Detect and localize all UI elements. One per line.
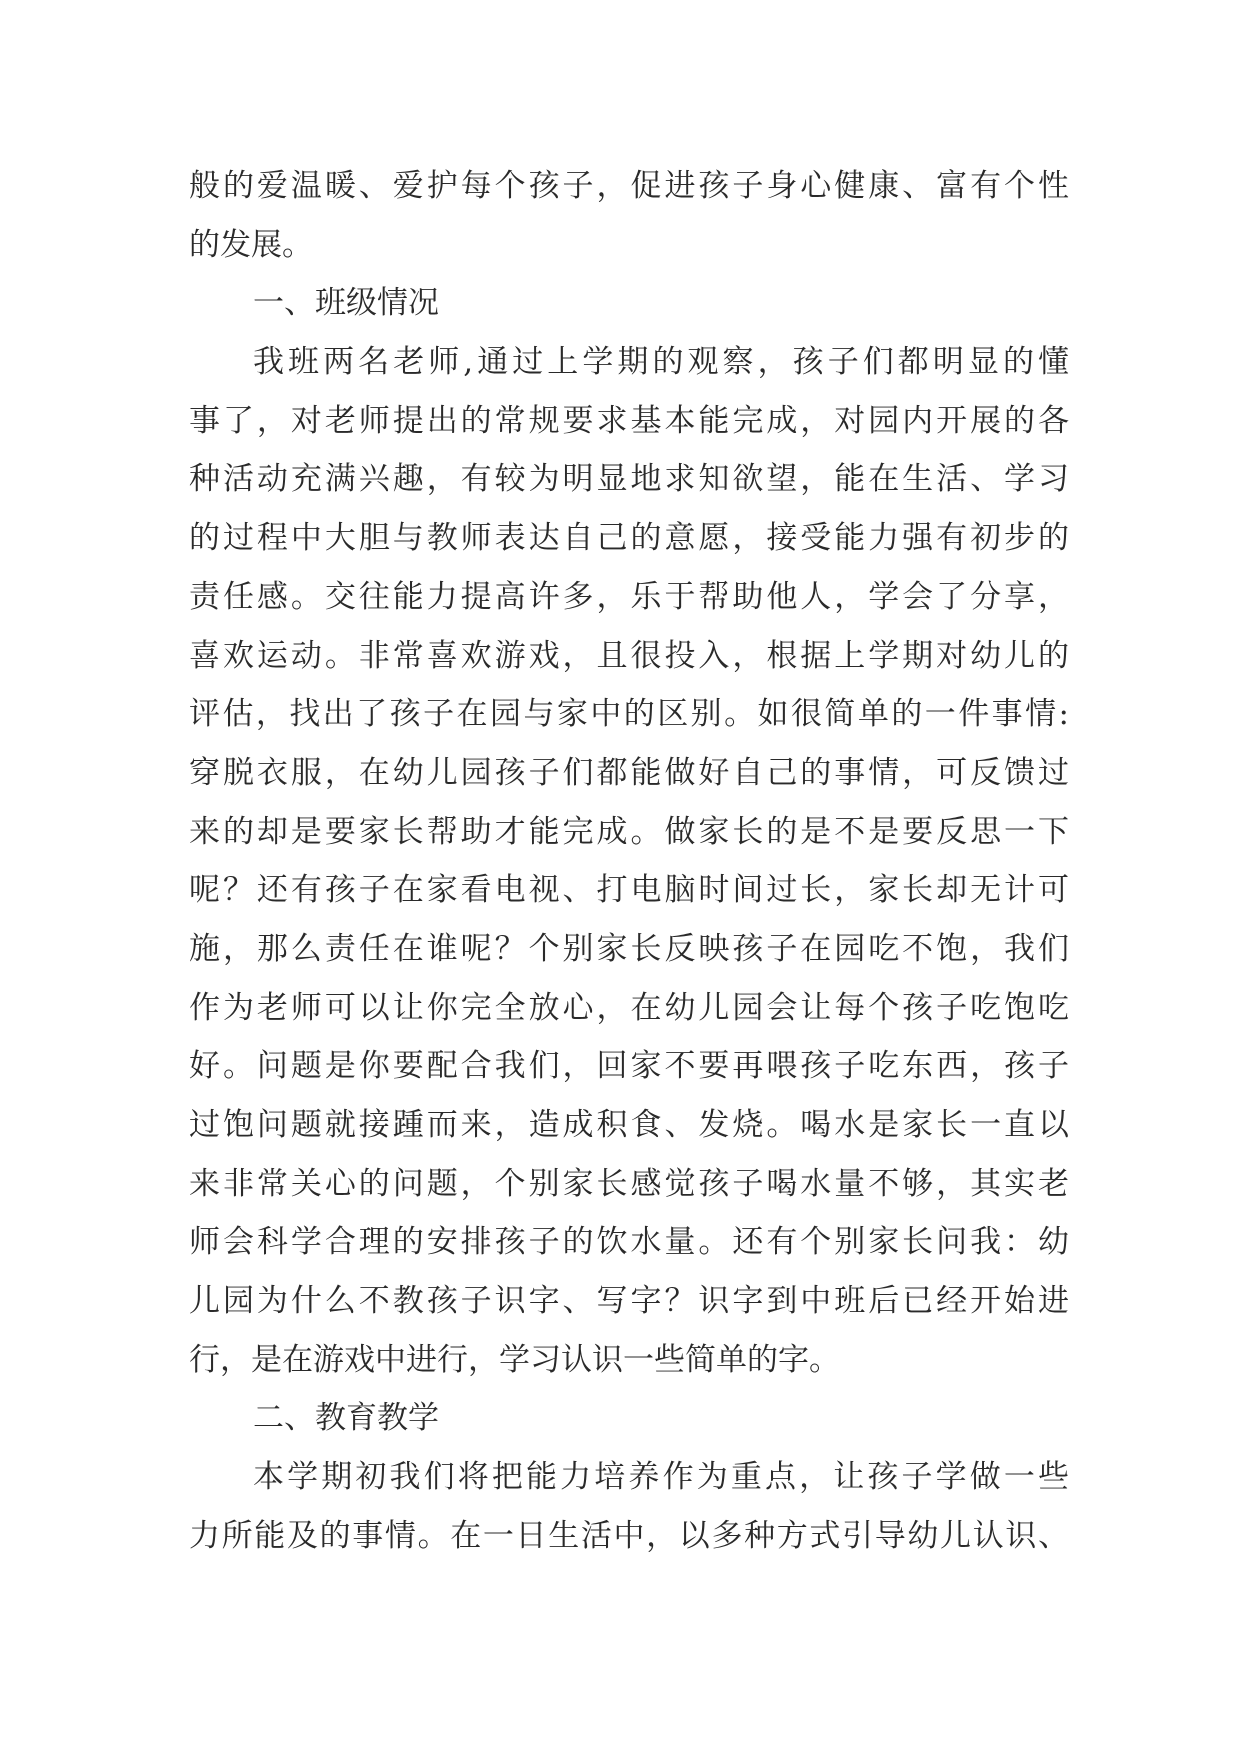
body-text (189, 157, 1069, 1566)
text-line: 来的却是要家长帮助才能完成。做家长的是不是要反思一下 (189, 813, 1069, 850)
text-line: 好。问题是你要配合我们，回家不要再喂孩子吃东西，孩子 (189, 1048, 1069, 1085)
text-line: 般的爱温暖、爱护每个孩子，促进孩子身心健康、富有个性 (189, 168, 1069, 204)
text-line: 呢？还有孩子在家看电视、打电脑时间过长，家长却无计可 (189, 872, 1069, 909)
text-line: 力所能及的事情。在一日生活中，以多种方式引导幼儿认识、 (189, 1517, 1069, 1554)
text-line: 的过程中大胆与教师表达自己的意愿，接受能力强有初步的 (189, 520, 1069, 557)
text-line: 的发展。 (189, 226, 313, 263)
text-line: 师会科学合理的安排孩子的饮水量。还有个别家长问我：幼 (189, 1224, 1069, 1261)
text-line: 儿园为什么不教孩子识字、写字？识字到中班后已经开始进 (189, 1283, 1069, 1320)
paragraph-first-line: 我班两名老师,通过上学期的观察，孩子们都明显的懂 (253, 344, 1069, 381)
text-line: 施，那么责任在谁呢？个别家长反映孩子在园吃不饱，我们 (189, 930, 1069, 967)
paragraph-first-line: 本学期初我们将把能力培养作为重点，让孩子学做一些 (253, 1459, 1069, 1496)
text-line: 作为老师可以让你完全放心，在幼儿园会让每个孩子吃饱吃 (189, 989, 1069, 1026)
text-line: 评估，找出了孩子在园与家中的区别。如很简单的一件事情: (189, 696, 1069, 733)
text-line: 过饱问题就接踵而来，造成积食、发烧。喝水是家长一直以 (189, 1107, 1069, 1143)
text-line: 穿脱衣服，在幼儿园孩子们都能做好自己的事情，可反馈过 (189, 754, 1069, 791)
text-line: 责任感。交往能力提高许多，乐于帮助他人，学会了分享， (189, 578, 1069, 615)
text-line: 行，是在游戏中进行，学习认识一些简单的字。 (189, 1341, 840, 1378)
text-line: 来非常关心的问题，个别家长感觉孩子喝水量不够，其实老 (189, 1165, 1069, 1202)
section-heading-class-situation: 一、班级情况 (253, 285, 439, 322)
text-line: 事了，对老师提出的常规要求基本能完成，对园内开展的各 (189, 402, 1069, 439)
section-heading-education-teaching: 二、教育教学 (253, 1400, 439, 1437)
text-line: 喜欢运动。非常喜欢游戏，且很投入，根据上学期对幼儿的 (189, 637, 1069, 674)
text-line: 种活动充满兴趣，有较为明显地求知欲望，能在生活、学习 (189, 461, 1069, 498)
